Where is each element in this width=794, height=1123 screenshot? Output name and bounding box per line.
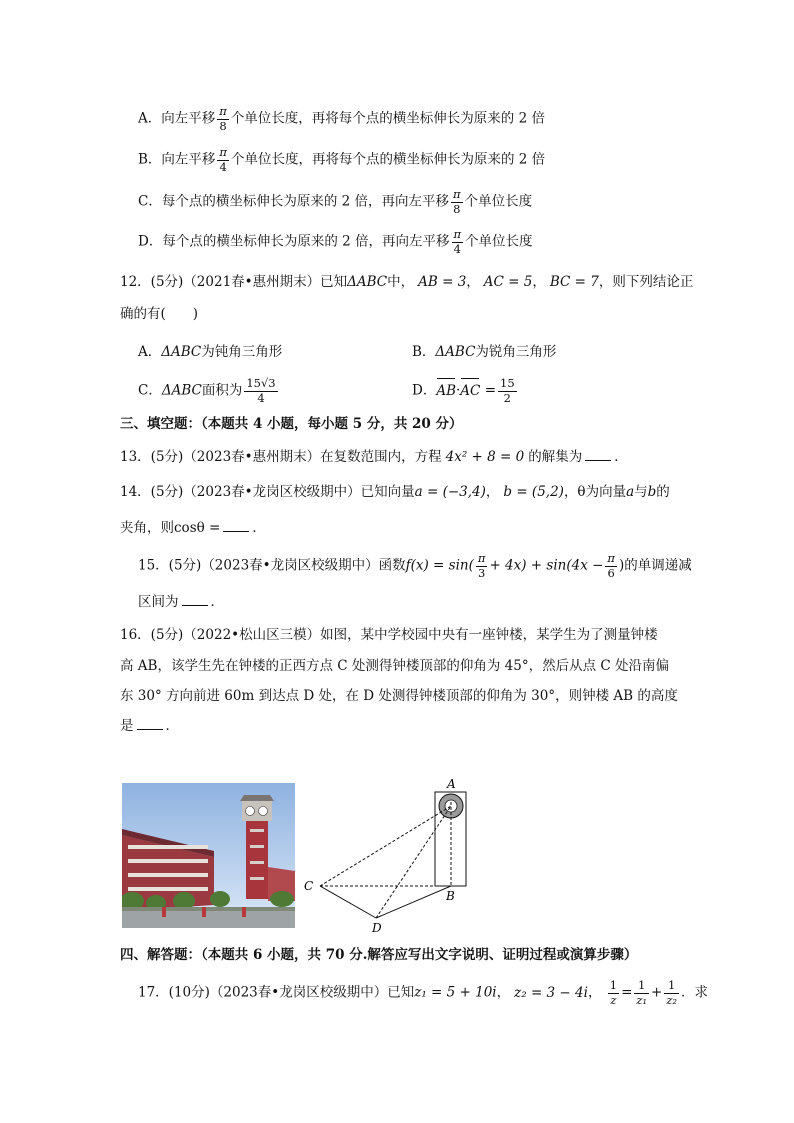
fraction: $\frac{\pi}{4}$ xyxy=(219,145,227,174)
fraction: $\frac{1}{z}$ xyxy=(609,978,618,1007)
q14-stem: 14．(5分)（2023春•龙岗区校级期中）已知向量a = (−3,4)， b = (5,2)，θ为向量a与b的 xyxy=(120,484,670,500)
vector-ab: AB xyxy=(436,382,456,399)
fraction: $\frac{\pi}{6}$ xyxy=(607,551,615,580)
section-heading-fill-in: 三、填空题：（本题共 4 小题，每小题 5 分，共 20 分） xyxy=(120,416,463,432)
label-d: D xyxy=(372,921,382,935)
section-heading-answer: 四、解答题：（本题共 6 小题，共 70 分.解答应写出文字说明、证明过程或演算步骤） xyxy=(120,947,638,963)
fraction: $\frac{\pi}{8}$ xyxy=(453,187,461,216)
q16-line1: 16．(5分)（2022•松山区三模）如图，某中学校园中央有一座钟楼，某学生为了测量钟楼 xyxy=(120,627,658,643)
q12-stem: 12．(5分)（2021春•惠州期末）已知ΔABC中， AB = 3， AC = 5， BC = 7，则下列结论正 xyxy=(120,274,694,290)
q13-stem: 13．(5分)（2023春•惠州期末）在复数范围内，方程 4x² + 8 = 0 的解集为 ． xyxy=(120,449,628,465)
answer-blank[interactable] xyxy=(182,592,208,606)
q11-option-d: D．每个点的横坐标伸长为原来的 2 倍，再向左平移 $\frac{\pi}{4}$ 个单位长度 xyxy=(138,227,533,256)
q17-stem: 17．(10分)（2023春•龙岗区校级期中）已知z₁ = 5 + 10i， z₂ = 3 − 4i， $\frac{1}{z}$ = $\frac{1}{\text{z₁}}$ + $\frac{1}{\text{z₂}}$ ．求 xyxy=(138,978,709,1007)
q16-line4: 是 ． xyxy=(120,718,179,734)
fraction: $\frac{\pi}{4}$ xyxy=(453,227,462,256)
q12-option-d: D．AB·AC = $\frac{15}{2}$ xyxy=(412,376,515,405)
q12-option-c: C．ΔABC面积为 $\frac{15√3}{4}$ xyxy=(138,376,276,405)
label-c: C xyxy=(304,879,314,893)
q11-option-a xyxy=(138,106,545,132)
q12-option-b: B．ΔABC为锐角三角形 xyxy=(412,344,557,360)
label-a: A xyxy=(447,777,456,791)
label-b: B xyxy=(446,889,455,903)
answer-blank[interactable] xyxy=(585,447,611,461)
fraction: $\frac{\pi}{8}$ xyxy=(219,104,227,133)
fraction: $\frac{1}{\text{z₂}}$ xyxy=(666,978,678,1007)
q15-stem-line2: 区间为 ． xyxy=(138,594,224,610)
answer-blank[interactable] xyxy=(223,518,249,532)
fraction: $\frac{1}{\text{z₁}}$ xyxy=(636,978,648,1007)
fraction: $\frac{15√3}{4}$ xyxy=(246,376,276,405)
vector-ac: AC xyxy=(460,382,481,399)
q16-line3: 东 30° 方向前进 60m 到达点 D 处，在 D 处测得钟楼顶部的仰角为 30°，则钟楼 AB 的高度 xyxy=(120,688,678,704)
q11-option-b: B．向左平移 $\frac{\pi}{4}$ 个单位长度，再将每个点的横坐标伸长为原来的 2 倍 xyxy=(138,145,546,174)
fraction: $\frac{\pi}{3}$ xyxy=(477,551,486,580)
q14-stem-line2: 夹角，则cosθ = ． xyxy=(120,520,266,536)
q12-option-a: A．ΔABC为钝角三角形 xyxy=(138,344,283,360)
fraction: $\frac{15}{2}$ xyxy=(500,376,515,405)
answer-blank[interactable] xyxy=(137,716,163,730)
geometry-diagram xyxy=(296,772,496,937)
q11-option-c: C．每个点的横坐标伸长为原来的 2 倍，再向左平移 $\frac{\pi}{8}$ 个单位长度 xyxy=(138,187,533,216)
q15-stem: 15．(5分)（2023春•龙岗区校级期中）函数f(x) = sin( $\frac{\pi}{3}$ + 4x) + sin(4x − $\frac{\pi}{6}$ )的单调递减 xyxy=(138,551,692,580)
q16-line2: 高 AB，该学生先在钟楼的正西方点 C 处测得钟楼顶部的仰角为 45°，然后从点 C 处沿南偏 xyxy=(120,658,670,674)
q12-stem-line2: 确的有( ) xyxy=(120,306,199,322)
option-text: 个单位长度，再将每个点的横坐标伸长为原来的 2 倍 xyxy=(230,110,545,127)
clock-tower-photo xyxy=(122,783,295,928)
option-text: A．向左平移 xyxy=(138,110,216,127)
